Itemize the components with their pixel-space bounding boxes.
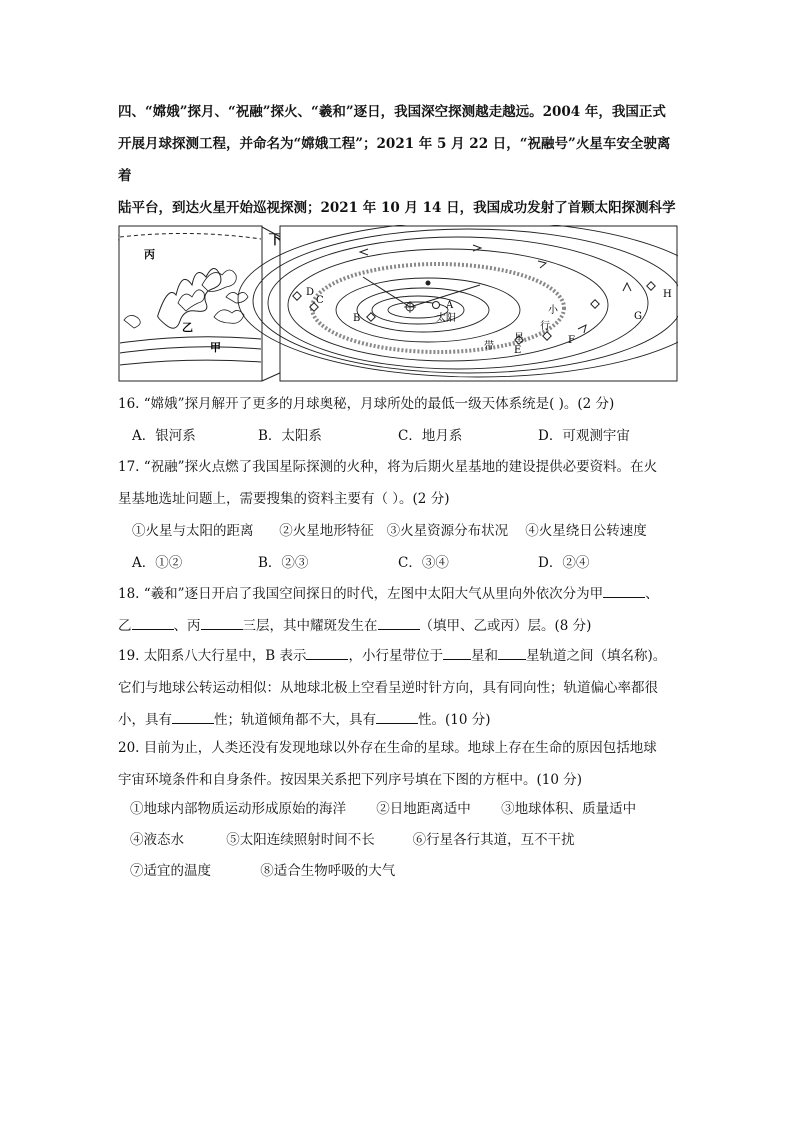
question-text: 星基地选址问题上，需要搜集的资料主要有（ ）。(2 分) xyxy=(118,491,450,507)
option[interactable]: A．银河系 xyxy=(132,428,196,444)
label-G: G xyxy=(634,311,642,322)
cause-items xyxy=(130,794,670,887)
solar-system-diagram xyxy=(238,225,678,381)
question-text: 乙 xyxy=(118,618,132,634)
question-text: （填甲、乙或丙）层。(8 分) xyxy=(419,618,592,634)
items-row xyxy=(130,825,670,856)
items-row xyxy=(130,856,670,887)
intro-line: 开展月球探测工程，并命名为“嫦娥工程”；2021 年 5 月 22 日，“祝融号”火星车安全驶离着 xyxy=(118,136,671,184)
option[interactable]: C．③④ xyxy=(398,555,449,571)
question-17 xyxy=(118,451,688,579)
answer-blank[interactable] xyxy=(378,615,420,630)
belt-label: 行 xyxy=(540,321,550,332)
question-text: 19. 太阳系八大行星中，B 表示 xyxy=(118,648,307,664)
question-text: 小，具有 xyxy=(118,712,172,728)
question-text: 16. “嫦娥”探月解开了更多的月球奥秘，月球所处的最低一级天体系统是( )。(2 分) xyxy=(118,396,615,412)
solar-figure xyxy=(118,225,678,383)
answer-blank[interactable] xyxy=(306,645,348,660)
belt-label: 小 xyxy=(548,305,558,316)
answer-blank[interactable] xyxy=(498,645,526,660)
question-text: ，小行星带位于 xyxy=(348,648,443,664)
option[interactable]: B．太阳系 xyxy=(258,428,322,444)
question-text: 、丙 xyxy=(173,618,201,634)
cause-item: ①地球内部物质运动形成原始的海洋 xyxy=(130,801,346,817)
choice-items: ①火星与太阳的距离 ②火星地形特征 ③火星资源分布状况 ④火星绕日公转速度 xyxy=(132,523,647,539)
answer-blank[interactable] xyxy=(603,583,645,598)
question-text: 星和 xyxy=(470,648,498,664)
intro-line: 四、“嫦娥”探月、“祝融”探火、“羲和”逐日，我国深空探测越走越远。2004 年，我国正式 xyxy=(118,104,666,120)
question-text: 它们与地球公转运动相似：从地球北极上空看呈逆时针方向，具有同向性；轨道偏心率都很 xyxy=(118,680,658,696)
intro-line: 陆平台，到达火星开始巡视探测；2021 年 10 月 14 日，我国成功发射了首颗太阳探测科学 xyxy=(118,200,676,216)
label-E: E xyxy=(514,345,522,356)
label-bing: 丙 xyxy=(144,248,155,261)
answer-blank[interactable] xyxy=(443,645,471,660)
belt-label: 星 xyxy=(514,333,524,344)
question-20 xyxy=(118,732,688,796)
belt-label: 带 xyxy=(484,341,494,352)
answer-blank[interactable] xyxy=(132,615,174,630)
question-text: 三层，其中耀斑发生在 xyxy=(242,618,378,634)
answer-blank[interactable] xyxy=(201,615,243,630)
answer-blank[interactable] xyxy=(376,709,418,724)
punct: 、 xyxy=(645,586,659,602)
option[interactable]: C．地月系 xyxy=(398,428,463,444)
option[interactable]: A．①② xyxy=(132,555,183,571)
label-F: F xyxy=(568,335,575,346)
question-16 xyxy=(118,388,688,452)
label-sun: 太阳 xyxy=(436,313,456,324)
label-C: C xyxy=(316,295,324,306)
option[interactable]: B．②③ xyxy=(258,555,309,571)
question-text: 性。(10 分) xyxy=(418,712,491,728)
label-D: D xyxy=(306,287,315,298)
cause-item: ②日地距离适中 xyxy=(376,801,471,817)
label-A: A xyxy=(446,300,454,311)
option[interactable]: D．可观测宇宙 xyxy=(538,428,630,444)
cause-item: ③地球体积、质量适中 xyxy=(501,801,637,817)
question-text: 宇宙环境条件和自身条件。按因果关系把下列序号填在下图的方框中。(10 分) xyxy=(118,772,583,788)
cause-item: ⑤太阳连续照射时间不长 xyxy=(226,832,375,848)
question-text: 20. 目前为止，人类还没有发现地球以外存在生命的星球。地球上存在生命的原因包括地球 xyxy=(118,740,657,756)
answer-blank[interactable] xyxy=(172,709,214,724)
question-19 xyxy=(118,640,688,736)
items-row xyxy=(130,794,670,825)
options-row xyxy=(118,547,688,579)
label-B: B xyxy=(353,313,361,324)
label-yi: 乙 xyxy=(182,321,193,334)
question-text: 17. “祝融”探火点燃了我国星际探测的火种，将为后期火星基地的建设提供必要资料。在火 xyxy=(118,459,658,475)
question-text: 星轨道之间（填名称)。 xyxy=(525,648,667,664)
cause-item: ④液态水 xyxy=(130,832,184,848)
question-text: 性；轨道倾角都不大，具有 xyxy=(214,712,376,728)
option[interactable]: D．②④ xyxy=(538,555,590,571)
cause-item: ⑦适宜的温度 xyxy=(130,863,211,879)
options-row xyxy=(118,420,688,452)
label-H: H xyxy=(663,289,672,300)
question-18 xyxy=(118,578,688,642)
question-text: 18. “羲和”逐日开启了我国空间探日的时代，左图中太阳大气从里向外依次分为甲 xyxy=(118,586,604,602)
label-jia: 甲 xyxy=(210,341,221,354)
cause-item: ⑥行星各行其道，互不干扰 xyxy=(412,832,575,848)
cause-item: ⑧适合生物呼吸的大气 xyxy=(260,863,396,879)
sun-atmosphere-diagram xyxy=(119,226,262,381)
